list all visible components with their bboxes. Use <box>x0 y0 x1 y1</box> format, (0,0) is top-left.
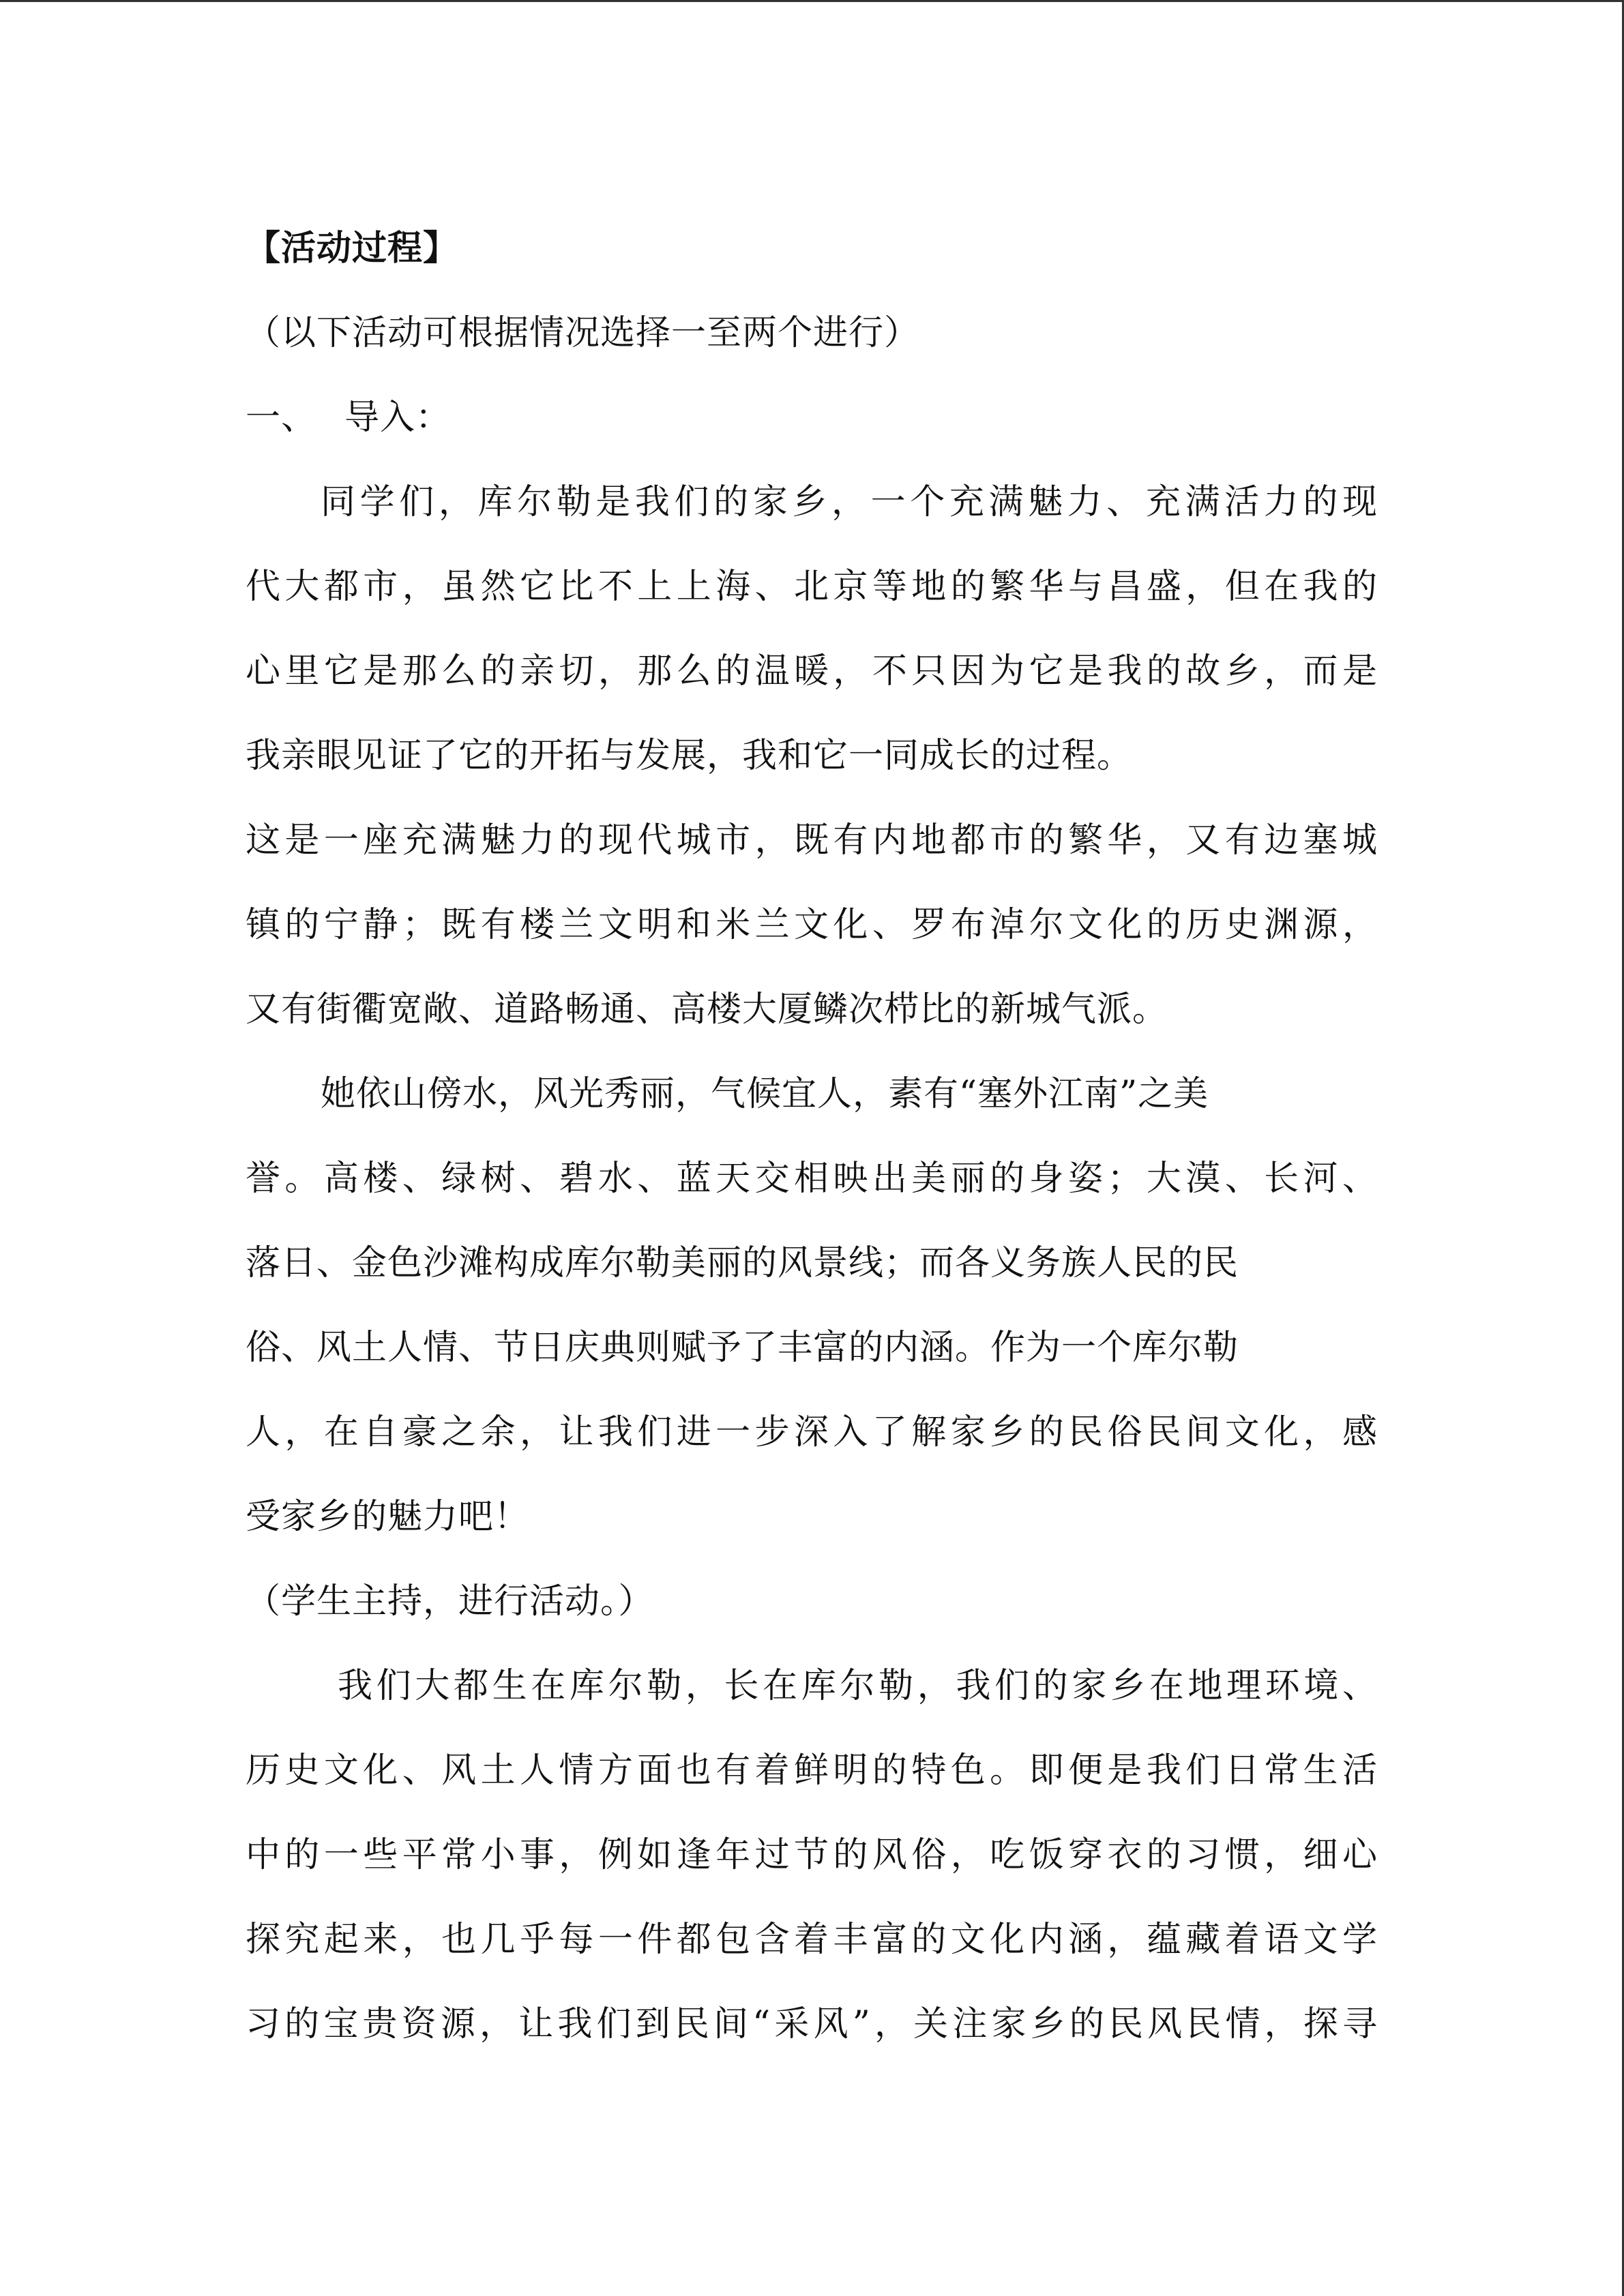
paragraph-scenery <box>246 1052 1378 1560</box>
paragraph-line: 人，在自豪之余，让我们进一步深入了解家乡的民俗民间文化，感 <box>246 1412 1378 1452</box>
section-title <box>246 376 1378 460</box>
paragraph-line: 历史文化、风土人情方面也有着鲜明的特色。即便是我们日常生活 <box>246 1750 1378 1791</box>
paragraph-line: 受家乡的魅力吧！ <box>246 1497 530 1537</box>
activity-note: （以下活动可根据情况选择一至两个进行） <box>246 313 920 353</box>
paragraph-line: 这是一座充满魅力的现代城市，既有内地都市的繁华，又有边塞城 <box>246 820 1378 861</box>
section-heading: 【活动过程】 <box>246 228 459 269</box>
paragraph-line: 又有街衢宽敞、道路畅通、高楼大厦鳞次栉比的新城气派。 <box>246 989 1168 1030</box>
section-title-text: 导入： <box>344 398 452 438</box>
paragraph-line: 她依山傍水，风光秀丽，气候宜人，素有“塞外江南”之美 <box>321 1074 1209 1114</box>
paragraph-line: 习的宝贵资源，让我们到民间“采风”，关注家乡的民风民情，探寻 <box>246 2004 1378 2044</box>
paragraph-culture <box>246 1644 1378 2067</box>
paragraph-line: 中的一些平常小事，例如逢年过节的风俗，吃饭穿衣的习惯，细心 <box>246 1835 1378 1875</box>
paragraph-line: 誉。高楼、绿树、碧水、蓝天交相映出美丽的身姿；大漠、长河、 <box>246 1159 1378 1199</box>
host-note: （学生主持，进行活动。） <box>246 1581 654 1622</box>
paragraph-line: 探究起来，也几乎每一件都包含着丰富的文化内涵，蕴藏着语文学 <box>246 1920 1378 1960</box>
paragraph-line: 我亲眼见证了它的开拓与发展，我和它一同成长的过程。 <box>246 736 1133 776</box>
paragraph-line: 代大都市，虽然它比不上上海、北京等地的繁华与昌盛，但在我的 <box>246 567 1378 607</box>
paragraph-line: 心里它是那么的亲切，那么的温暖，不只因为它是我的故乡，而是 <box>246 651 1378 691</box>
paragraph-line: 镇的宁静；既有楼兰文明和米兰文化、罗布淖尔文化的历史渊源， <box>246 905 1378 945</box>
paragraph-line: 我们大都生在库尔勒，长在库尔勒，我们的家乡在地理环境、 <box>338 1666 1378 1706</box>
paragraph-intro <box>246 460 1378 799</box>
paragraph-line: 同学们，库尔勒是我们的家乡，一个充满魅力、充满活力的现 <box>321 482 1378 522</box>
paragraph-line: 落日、金色沙滩构成库尔勒美丽的风景线；而各义务族人民的民 <box>246 1243 1239 1283</box>
paragraph-city <box>246 799 1378 1052</box>
paragraph-line: 俗、风土人情、节日庆典则赋予了丰富的内涵。作为一个库尔勒 <box>246 1328 1239 1368</box>
section-number: 一、 <box>246 398 317 438</box>
document-body <box>246 207 1378 2067</box>
